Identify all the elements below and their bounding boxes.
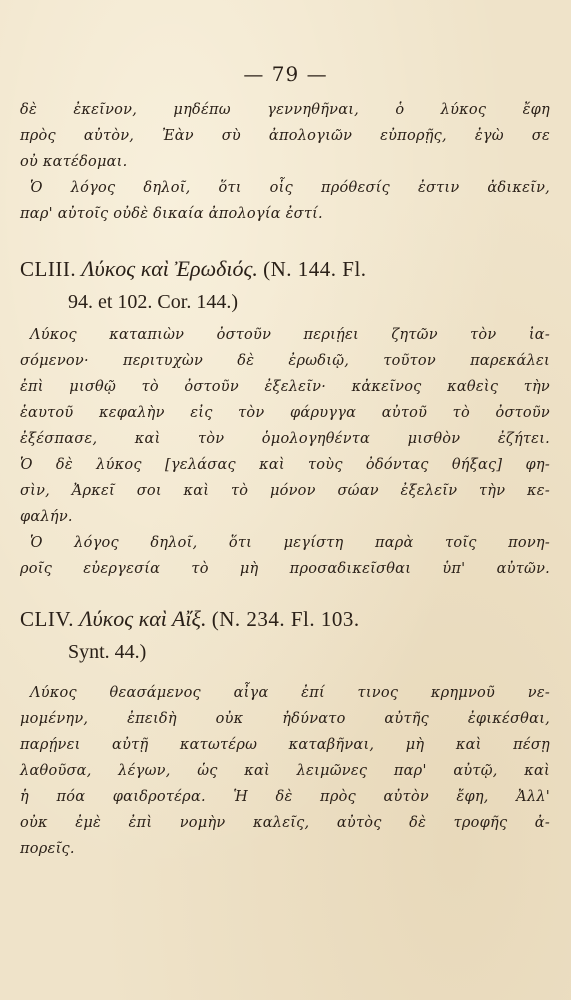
fable-reference-continued: 94. et 102. Cor. 144.)	[68, 291, 238, 313]
text-line: πορεῖς.	[20, 841, 75, 857]
text-line: ἐξέσπασε, καὶ τὸν ὁμολογηθέντα μισθὸν ἐζήτει.	[20, 431, 550, 447]
text-line: ἡ πόα φαιδροτέρα. Ἡ δὲ πρὸς αὐτὸν ἔφη, Ἀλλ'	[20, 789, 550, 805]
moral-line: Ὁ λόγος δηλοῖ, ὅτι οἷς πρόθεσίς ἐστιν ἀδικεῖν,	[30, 180, 550, 196]
text-line: σόμενον· περιτυχὼν δὲ ἐρωδιῷ, τοῦτον παρεκάλει	[20, 353, 550, 369]
page-number: — 79 —	[243, 62, 328, 86]
moral-line: παρ' αὐτοῖς οὐδὲ δικαία ἀπολογία ἐστί.	[20, 206, 323, 222]
fable-reference-continued: Synt. 44.)	[68, 641, 147, 663]
fable-heading	[20, 252, 550, 286]
fable-heading	[20, 602, 550, 636]
moral-line: Ὁ λόγος δηλοῖ, ὅτι μεγίστη παρὰ τοῖς πονη-	[30, 535, 550, 551]
text-line: Λύκος καταπιὼν ὀστοῦν περιῄει ζητῶν τὸν ἰα-	[30, 327, 550, 343]
text-line: μομένην, ἐπειδὴ οὐκ ἠδύνατο αὐτῆς ἐφικέσθαι,	[20, 711, 550, 727]
fable-154-text	[20, 680, 550, 862]
text-line: Λύκος θεασάμενος αἶγα ἐπί τινος κρημνοῦ νε-	[30, 685, 550, 701]
fable-number: CLIV.	[20, 607, 75, 631]
text-line: πρὸς αὐτὸν, Ἐὰν σὺ ἀπολογιῶν εὐπορῇς, ἐγὼ σε	[20, 128, 550, 144]
fable-number: CLIII.	[20, 257, 77, 281]
fable-title: Λύκος καὶ Αἴξ.	[79, 606, 207, 631]
fable-153-heading	[20, 252, 550, 318]
fable-reference: (N. 144. Fl.	[263, 257, 367, 281]
fable-154-heading	[20, 602, 550, 668]
fable-title: Λύκος καὶ Ἐρωδιός.	[81, 256, 258, 281]
previous-fable-ending	[20, 97, 550, 227]
text-line: οὐ κατέδομαι.	[20, 154, 128, 170]
text-line: οὐκ ἐμὲ ἐπὶ νομὴν καλεῖς, αὐτὸς δὲ τροφῆς ἀ-	[20, 815, 550, 831]
text-line: ἐπὶ μισθῷ τὸ ὀστοῦν ἐξελεῖν· κἀκεῖνος καθεὶς τὴν	[20, 379, 550, 395]
fable-153-text	[20, 322, 550, 582]
moral-line: ροῖς εὐεργεσία τὸ μὴ προσαδικεῖσθαι ὑπ' αὐτῶν.	[20, 561, 550, 577]
text-line: δὲ ἐκεῖνον, μηδέπω γεννηθῆναι, ὁ λύκος ἔφη	[20, 102, 550, 118]
fable-reference: (N. 234. Fl. 103.	[211, 607, 360, 631]
text-line: ἑαυτοῦ κεφαλὴν εἰς τὸν φάρυγγα αὐτοῦ τὸ ὀστοῦν	[20, 405, 550, 421]
text-line: παρῄνει αὐτῇ κατωτέρω καταβῆναι, μὴ καὶ πέσῃ	[20, 737, 550, 753]
text-line: Ὁ δὲ λύκος [γελάσας καὶ τοὺς ὀδόντας θήξας] φη-	[20, 457, 550, 473]
text-line: φαλήν.	[20, 509, 73, 525]
text-line: λαθοῦσα, λέγων, ὡς καὶ λειμῶνες παρ' αὐτῷ, καὶ	[20, 763, 550, 779]
text-line: σὶν, Ἀρκεῖ σοι καὶ τὸ μόνον σώαν ἐξελεῖν τὴν κε-	[20, 483, 550, 499]
